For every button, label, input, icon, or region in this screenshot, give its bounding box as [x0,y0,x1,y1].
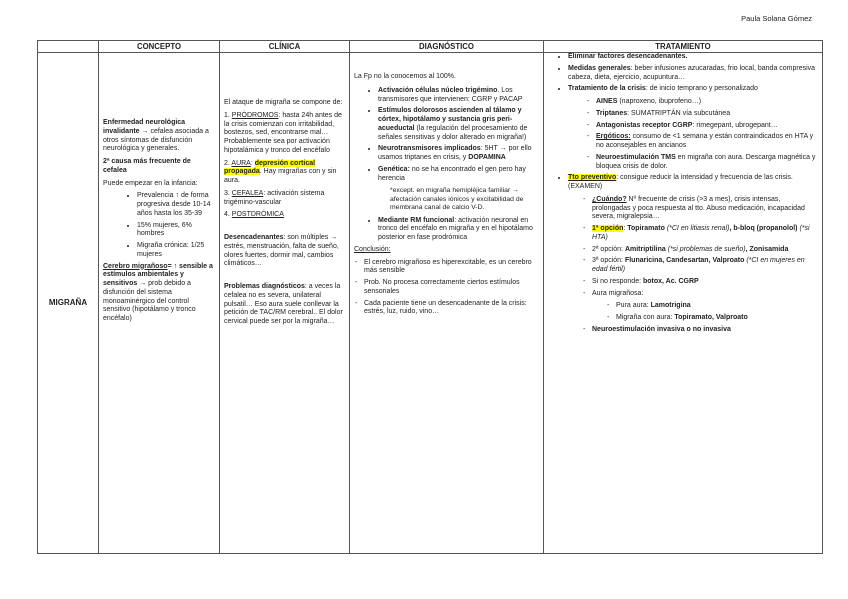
trat-op1-italic: (*CI en litiasis renal) [664,225,730,232]
trat-cuando-text: Nº frecuente de crisis (>3 a mes), crisis intensas, prolongadas y poca respuesta al tto. Abuso medicación, incapacidad severa, migralepsia… [592,195,805,221]
clinica-problemas [224,283,345,327]
trat-ergoticos [596,133,818,151]
trat-li2-bold: Medidas generales [568,64,631,72]
clinica-aura-text: . Hay migrañas con y sin aura. [224,168,337,184]
clinica-n4: 4. [224,211,232,219]
diag-li3-bold: Neurotransmisores implicados [378,145,481,153]
trat-opcion-2 [592,246,818,255]
clinica-desenc-text: : son múltiples → estrés, menstruación, falta de sueño, olores fuertes, dormir mal, cambios climáticos… [224,234,339,268]
diag-li5-bold: Mediante RM funcional [378,216,455,224]
trat-pura-bold: Lamotrigina [650,302,691,310]
trat-op1-bold2: , b-bloq (propanolol) [729,225,798,232]
trat-neuro-bold: Neuroestimulación invasiva o no invasiva [592,325,731,333]
trat-li3-bold: Tratamiento de la crisis [568,85,646,93]
concepto-li-3: • Migraña crónica: 1/25 mujeres [137,242,215,260]
concepto-p4-text: → prob debido a disfunción del sistema monoaminérgico del control sensitivo (hipotálamo y tronco encéfalo) [103,280,196,322]
concepto-p2 [103,158,215,176]
trat-cuando [592,196,818,222]
clinica-desenc-bold: Desencadenantes [224,234,284,241]
concepto-p4-bold: = ↑ sensible a estímulos ambientales y sensitivos [103,262,213,287]
header-concepto: CONCEPTO [99,41,220,53]
trat-li3-text: : de inicio temprano y personalizado [645,85,758,93]
trat-aines-bold: AINES [596,98,618,105]
diag-concl-3: - Cada paciente tiene un desencadenante de la crisis: estrés, luz, ruido, vino… [364,300,539,318]
clinica-cell [220,53,350,554]
clinica-n3: 3. [224,189,232,197]
diag-li3-bold2: DOPAMINA [468,154,506,161]
clinica-n1: 1. [224,111,232,119]
trat-con-aura [616,314,818,323]
trat-aines [596,98,818,107]
diag-list [354,87,539,243]
trat-li-2 [568,65,818,83]
trat-con-pre: Migraña con aura: [616,314,675,321]
clinica-cefalea-text: : activación sistema trigémino-vascular [224,189,325,206]
diag-li-5 [378,217,539,243]
migraine-row [38,53,823,554]
diag-li-2 [378,107,539,142]
diag-li-1 [378,87,539,105]
row-label: MIGRAÑA [38,53,99,554]
clinica-postdromica-title: POSTDRÓMICA [231,211,284,219]
clinica-prodromos [224,112,345,156]
trat-aura-list [592,302,818,323]
trat-ergot-text: consumo de <1 semana y están contraindicados en HTA y no aconsejables en ancianos [596,133,814,149]
diag-li-3 [378,145,539,163]
trat-tms-text: en migraña con aura. Descarga magnética y bloquea crisis de dolor. [596,153,816,170]
clinica-postdromica [224,211,345,220]
author-name: Paula Solana Gómez [741,14,812,23]
trat-li-1 [568,53,818,62]
header-clinica: CLÍNICA [220,41,350,53]
header-empty [38,41,99,53]
trat-tms [596,154,818,172]
trat-noresp-bold: botox, Ac. CGRP [642,277,699,285]
concepto-li-2: • 15% mujeres, 6% hombres [137,222,215,240]
tratamiento-cell [544,53,823,554]
diag-conclusion-list [354,259,539,318]
clinica-n2: 2. [224,159,232,167]
trat-op1-sep: : [623,225,628,232]
trat-cuando-bold: ¿Cuándo? [592,195,627,203]
diag-intro: La Fp no la conocemos al 100%. [354,73,456,80]
trat-op1-bold: Topiramato [627,225,665,232]
trat-op2-bold: Amitriptilina [624,245,666,253]
trat-antag-bold: Antagonistas receptor CGRP [596,121,693,129]
concepto-li-1: • Prevalencia ↑ de forma progresiva desde 10-14 años hasta los 35-39 [137,192,215,218]
clinica-intro: El ataque de migraña se compone de: [224,99,343,106]
concepto-list [103,192,215,259]
clinica-prodromos-text: : hasta 24h antes de la crisis comienzan con irritabilidad, bostezos, sed, encontrarse mal… Probablemente sea por activación hipotalámica y tronco del encéfalo [224,111,342,154]
trat-li-4 [568,174,818,334]
header-row [38,41,823,53]
diag-li-4 [378,166,539,213]
clinica-cefalea-title: CEFALEA [231,189,264,197]
trat-op3-bold: Flunaricina, Candesartan, Valproato [624,257,745,265]
diag-li5-text: : activación neuronal en tronco del encéfalo en migraña y en el hipotálamo posterior en fase prodrómica [378,216,533,242]
trat-aura-mig-text: Aura migrañosa: [592,289,644,297]
trat-op3-pre: 3ª opción: [592,257,625,265]
clinica-aura-sep: : [250,159,255,167]
trat-op3-italic: (*CI en mujeres en edad fértil) [592,257,805,273]
trat-li-3 [568,85,818,171]
clinica-desencadenantes [224,234,345,269]
trat-op1-highlight: 1ª opción [592,225,624,232]
trat-opcion-3 [592,257,818,275]
trat-op2-pre: 2ª opción: [592,245,625,253]
diag-li3-text: : 5HT → por ello usamos triptanes en crisis, y [378,145,532,161]
concepto-p4-underline: Cerebro migrañoso [103,262,168,270]
trat-crisis-list [568,98,818,171]
migraine-table [37,40,823,554]
concepto-cell [99,53,220,554]
trat-aines-text: (naproxeno, ibuprofeno…) [617,98,702,105]
trat-prev-text: : consigue reducir la intensidad y frecuencia de las crisis. (EXAMEN) [568,174,793,190]
diag-li1-text: . Los transmisores que intervienen: CGRP y PACAP [378,86,523,103]
trat-prev-list [568,196,818,335]
clinica-cefalea [224,190,345,208]
trat-tms-bold: Neuroestimulación TMS [596,153,676,161]
trat-li1-bold: Eliminar factores desencadenantes. [568,53,688,60]
diag-concl-2: - Prob. No procesa correctamente ciertos estímulos sensoriales [364,279,539,297]
trat-antag-text: : rimegepant, ubrogepant… [692,121,778,129]
diag-concl-1: - El cerebro migrañoso es hiperexcitable, es un cerebro más sensible [364,259,539,277]
diag-li1-bold: Activación células núcleo trigémino [378,86,498,94]
trat-opcion-1 [592,225,818,243]
trat-triptanes [596,110,818,119]
header-tratamiento: TRATAMIENTO [544,41,823,53]
trat-op1-italic2: (*si HTA) [592,225,810,241]
trat-list [548,53,818,335]
trat-neuroestimulacion [592,326,818,335]
diag-except: *except. en migraña hemipléjica familiar → afectación canales iónicos y excitabilidad de membrana canal de calcio V-D. [390,187,524,212]
trat-li2-text: : beber infusiones azucaradas, frio local, banda compresiva cabeza, dieta, ejercicio, acupuntura… [568,64,816,81]
trat-antagonistas [596,122,818,131]
trat-no-responde [592,278,818,287]
trat-con-bold: Topiramato, Valproato [674,314,748,321]
trat-pura-aura [616,302,818,311]
trat-op2-bold2: , Zonisamida [745,245,789,253]
diag-li4-text: no se ha encontrado el gen pero hay herencia [378,165,526,182]
concepto-p3: Puede empezar en la infancia: [103,179,198,187]
header-diagnostico: DIAGNÓSTICO [350,41,544,53]
trat-op2-italic: (*si problemas de sueño) [665,245,746,253]
trat-prev-bold: Tto preventivo [568,174,617,182]
clinica-aura-highlight: depresión cortical propagada [224,159,316,176]
diagnostico-cell [350,53,544,554]
diag-li4-bold: Genética: [378,165,410,173]
trat-triptanes-text: : SUMATRIPTÁN vía subcutánea [627,109,731,117]
trat-noresp-pre: Si no responde: [592,277,643,285]
diag-li2-text: (la regulación del procesamiento de señales sensitivas y dolor alterado en migraña!) [378,124,528,141]
trat-triptanes-bold: Triptanes [596,109,628,117]
clinica-prodromos-title: PRÓDROMOS [231,111,279,119]
diag-li2-bold: Estímulos dolorosos ascienden al tálamo y córtex, hipotálamo y sustancia gris peri-acueductal [378,107,522,132]
concepto-p1-bold: Enfermedad neurológica invalidante [103,119,186,135]
clinica-prob-text: : a veces la cefalea no es severa, unilateral pulsatil… Eso aura suele conllevar la petición de TAC/RM cerebral.. El dolor cervical puede ser por la migraña… [224,283,343,325]
concepto-p1-text: → cefalea asociada a otros síntomas de disfunción neurológica y generales. [103,127,209,153]
clinica-aura-title: AURA [231,159,251,167]
diag-conclusion-title: Conclusión: [354,245,391,253]
clinica-aura [224,160,345,186]
clinica-prob-bold: Problemas diagnósticos [224,283,305,290]
trat-pura-pre: Pura aura: [616,302,651,310]
concepto-p4 [103,263,215,324]
concepto-p2-bold: 2ª causa más frecuente de cefalea [103,158,191,174]
trat-ergot-bold: Ergóticos: [596,133,631,141]
concepto-p1 [103,119,215,154]
trat-aura-migranosa [592,290,818,323]
